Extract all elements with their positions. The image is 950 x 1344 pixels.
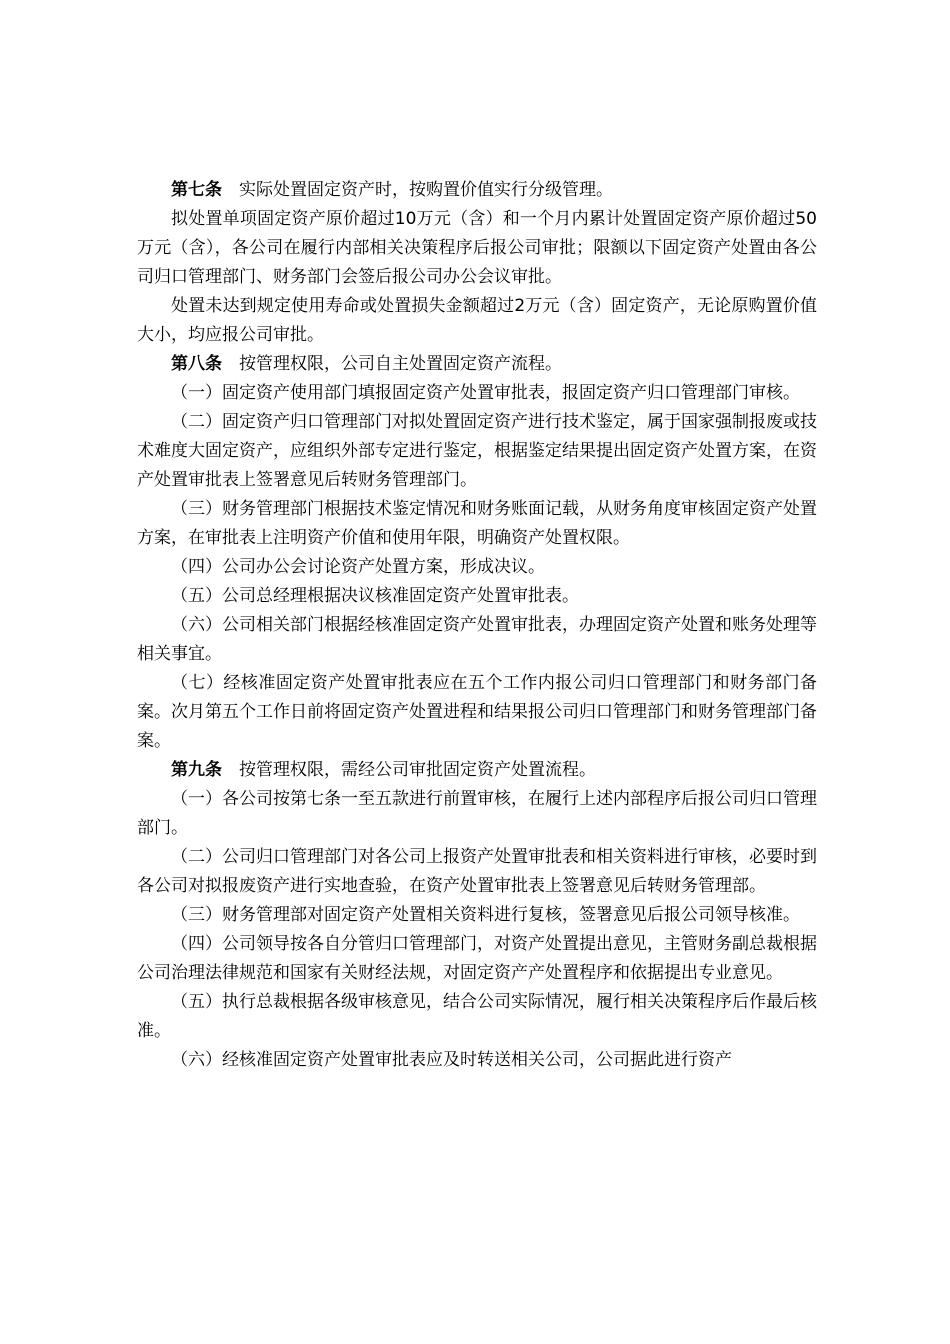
article-8-heading [137, 350, 817, 379]
article-8-item-5: （五）公司总经理根据决议核准固定资产处置审批表。 [171, 586, 579, 606]
article-7-paragraph-1: 拟处置单项固定资产原价超过10万元（含）和一个月内累计处置固定资产原价超过50万元（含），各公司在履行内部相关决策程序后报公司审批；限额以下固定资产处置由各公司归口管理部门、财务部门会签后报公司办公会议审批。 [137, 209, 817, 287]
article-8-item-4: （四）公司办公会讨论资产处置方案，形成决议。 [171, 557, 545, 577]
article-9-item-3: （三）财务管理部对固定资产处置相关资料进行复核，签署意见后报公司领导核准。 [171, 905, 800, 925]
article-9-item-1: （一）各公司按第七条一至五款进行前置审核，在履行上述内部程序后报公司归口管理部门。 [137, 789, 817, 838]
article-9-item-5: （五）执行总裁根据各级审核意见，结合公司实际情况，履行相关决策程序后作最后核准。 [137, 992, 817, 1041]
article-8-item-1: （一）固定资产使用部门填报固定资产处置审批表，报固定资产归口管理部门审核。 [171, 383, 800, 403]
article-7-heading [137, 176, 817, 205]
article-8-item-2: （二）固定资产归口管理部门对拟处置固定资产进行技术鉴定，属于国家强制报废或技术难度大固定资产，应组织外部专定进行鉴定，根据鉴定结果提出固定资产处置方案，在资产处置审批表上签署意见后转财务管理部门。 [137, 412, 817, 490]
article-9-item-2: （二）公司归口管理部门对各公司上报资产处置审批表和相关资料进行审核，必要时到各公司对拟报废资产进行实地查验，在资产处置审批表上签署意见后转财务管理部。 [137, 847, 817, 896]
article-7-title: 第七条 [171, 180, 222, 200]
article-8-item-3: （三）财务管理部门根据技术鉴定情况和财务账面记载，从财务角度审核固定资产处置方案，在审批表上注明资产价值和使用年限，明确资产处置权限。 [137, 499, 817, 548]
document-page [137, 176, 817, 1075]
article-9-title: 第九条 [171, 760, 222, 780]
article-9-item-4: （四）公司领导按各自分管归口管理部门，对资产处置提出意见，主管财务副总裁根据公司治理法律规范和国家有关财经法规，对固定资产产处置程序和依据提出专业意见。 [137, 934, 817, 983]
article-7-intro: 实际处置固定资产时，按购置价值实行分级管理。 [239, 180, 613, 200]
article-7-paragraph-2: 处置未达到规定使用寿命或处置损失金额超过2万元（含）固定资产，无论原购置价值大小，均应报公司审批。 [137, 296, 817, 345]
article-8-intro: 按管理权限，公司自主处置固定资产流程。 [239, 354, 562, 374]
article-9-heading [137, 756, 817, 785]
article-8-title: 第八条 [171, 354, 222, 374]
article-8-item-7: （七）经核准固定资产处置审批表应在五个工作内报公司归口管理部门和财务部门备案。次月第五个工作日前将固定资产处置进程和结果报公司归口管理部门和财务管理部门备案。 [137, 673, 817, 751]
article-9-item-6: （六）经核准固定资产处置审批表应及时转送相关公司，公司据此进行资产 [171, 1050, 732, 1070]
article-8-item-6: （六）公司相关部门根据经核准固定资产处置审批表，办理固定资产处置和账务处理等相关事宜。 [137, 615, 817, 664]
article-9-intro: 按管理权限，需经公司审批固定资产处置流程。 [239, 760, 596, 780]
